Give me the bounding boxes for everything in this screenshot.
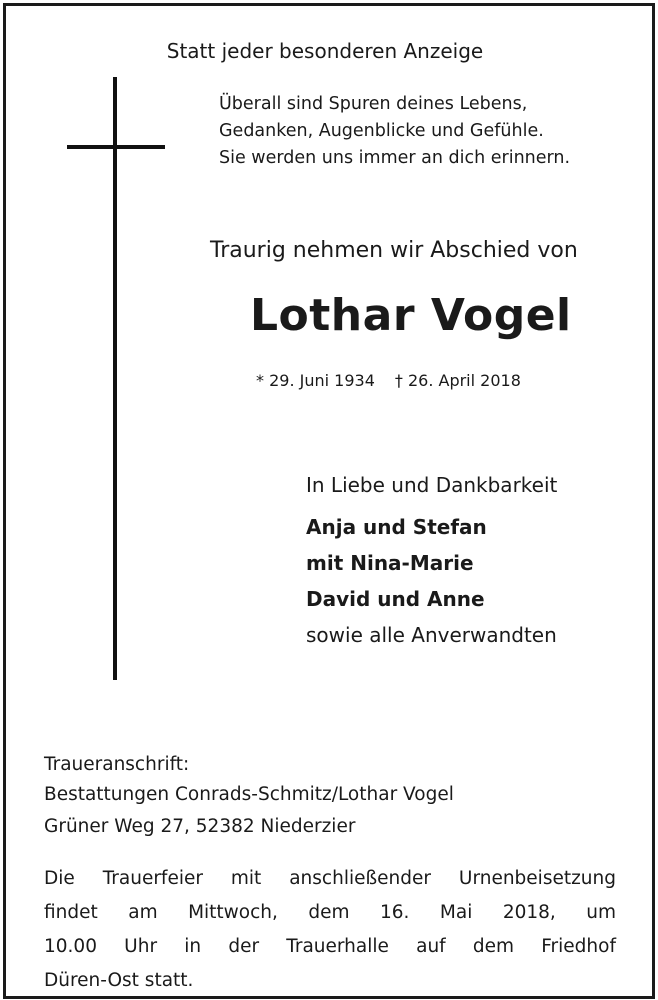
service-line: 10.00 Uhr in der Trauerhalle auf dem Friedhof: [44, 936, 616, 957]
service-line: Die Trauerfeier mit anschließender Urnenbeisetzung: [44, 868, 616, 889]
birth-date: * 29. Juni 1934: [256, 371, 375, 390]
notice-header: Statt jeder besonderen Anzeige: [166, 39, 484, 63]
mourner-line: sowie alle Anverwandten: [306, 623, 557, 647]
mourner-line: David und Anne: [306, 587, 485, 611]
address-line: Grüner Weg 27, 52382 Niederzier: [44, 816, 356, 837]
intro-text: Traurig nehmen wir Abschied von: [210, 238, 578, 263]
life-dates: [256, 371, 521, 390]
mourner-line: Anja und Stefan: [306, 515, 487, 539]
closing-phrase: In Liebe und Dankbarkeit: [306, 473, 558, 497]
cross-icon-horizontal-bar: [67, 145, 165, 149]
address-line: Bestattungen Conrads-Schmitz/Lothar Vogel: [44, 784, 454, 805]
service-line: Düren-Ost statt.: [44, 970, 194, 991]
service-line: findet am Mittwoch, dem 16. Mai 2018, um: [44, 902, 616, 923]
service-announcement: [44, 862, 616, 998]
poem-line: Überall sind Spuren deines Lebens,: [219, 94, 528, 114]
death-date: † 26. April 2018: [394, 371, 521, 390]
mourner-line: mit Nina-Marie: [306, 551, 474, 575]
address-label: Traueranschrift:: [44, 754, 190, 775]
poem-line: Sie werden uns immer an dich erinnern.: [219, 148, 571, 168]
deceased-name: Lothar Vogel: [250, 290, 572, 341]
poem-line: Gedanken, Augenblicke und Gefühle.: [219, 121, 544, 141]
cross-icon-vertical-bar: [113, 77, 117, 680]
